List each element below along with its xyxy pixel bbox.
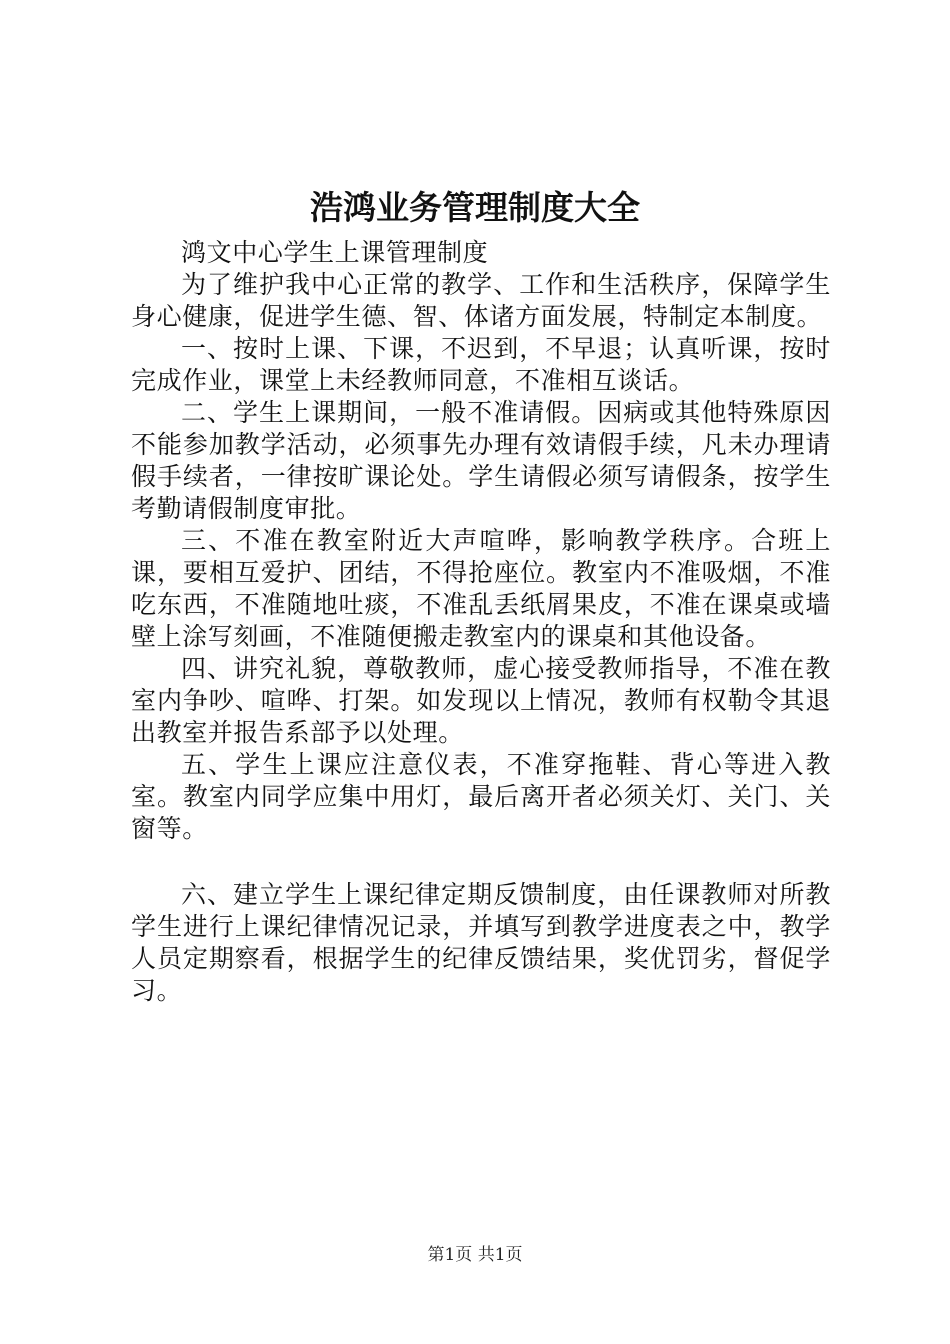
section-heading: 鸿文中心学生上课管理制度 bbox=[181, 238, 489, 267]
page-footer: 第1页 共1页 bbox=[427, 1245, 523, 1265]
rule-4-paragraph: 四、讲究礼貌，尊敬教师，虚心接受教师指导，不准在教室内争吵、喧哗、打架。如发现以上情况，教师有权勒令其退出教室并报告系部予以处理。 bbox=[131, 654, 831, 747]
rule-1-paragraph: 一、按时上课、下课，不迟到，不早退；认真听课，按时完成作业，课堂上未经教师同意，不准相互谈话。 bbox=[131, 334, 831, 395]
document-body bbox=[131, 237, 831, 1007]
rule-6-paragraph: 六、建立学生上课纪律定期反馈制度，由任课教师对所教学生进行上课纪律情况记录，并填写到教学进度表之中，教学人员定期察看，根据学生的纪律反馈结果，奖优罚劣，督促学习。 bbox=[131, 880, 831, 1005]
rule-2-paragraph: 二、学生上课期间，一般不准请假。因病或其他特殊原因不能参加教学活动，必须事先办理有效请假手续，凡未办理请假手续者，一律按旷课论处。学生请假必须写请假条，按学生考勤请假制度审批。 bbox=[131, 398, 831, 523]
rule-5-paragraph: 五、学生上课应注意仪表，不准穿拖鞋、背心等进入教室。教室内同学应集中用灯，最后离开者必须关灯、关门、关窗等。 bbox=[131, 750, 831, 843]
intro-paragraph: 为了维护我中心正常的教学、工作和生活秩序，保障学生身心健康，促进学生德、智、体诸方面发展，特制定本制度。 bbox=[131, 270, 831, 331]
document-title: 浩鸿业务管理制度大全 bbox=[310, 188, 640, 227]
rule-3-paragraph: 三、不准在教室附近大声喧哗，影响教学秩序。合班上课，要相互爱护、团结，不得抢座位。教室内不准吸烟，不准吃东西，不准随地吐痰，不准乱丢纸屑果皮，不准在课桌或墙壁上涂写刻画，不准随便搬走教室内的课桌和其他设备。 bbox=[131, 526, 831, 651]
